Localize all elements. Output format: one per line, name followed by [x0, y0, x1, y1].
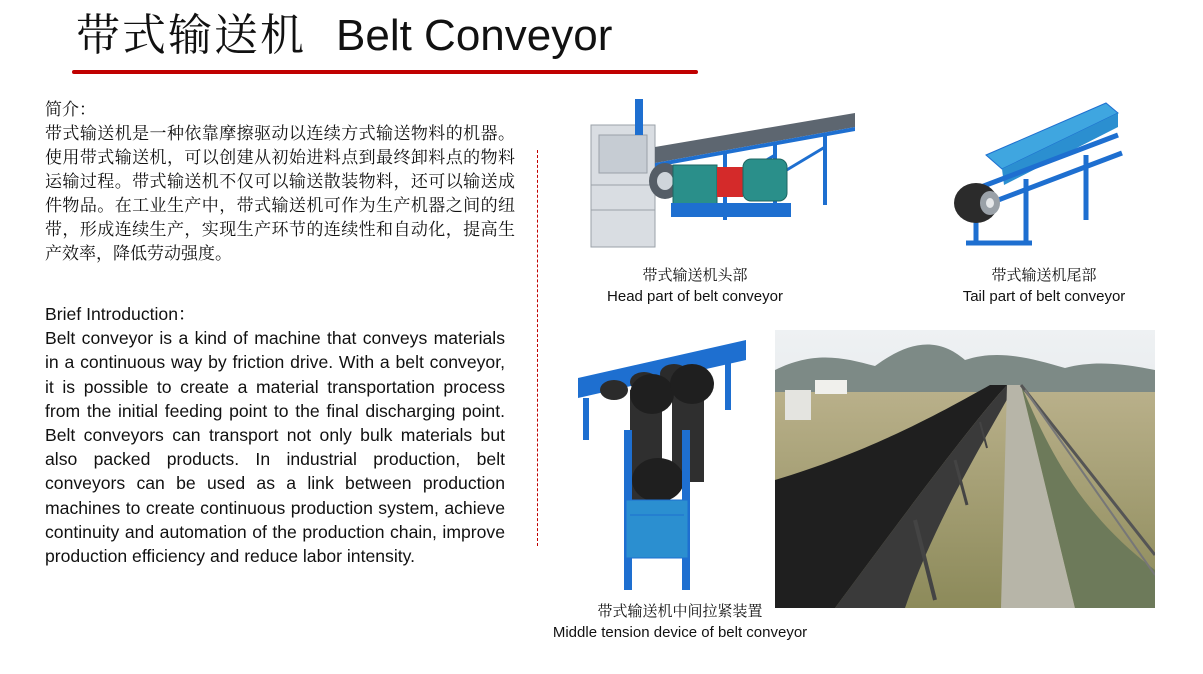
title-chinese: 带式输送机: [76, 10, 306, 61]
caption-tension: [530, 601, 830, 643]
field-conveyor-photo: [775, 330, 1155, 608]
intro-english: [45, 302, 505, 568]
title-english: Belt Conveyor: [336, 11, 613, 60]
intro-chinese-body: 带式输送机是一种依靠摩擦驱动以连续方式输送物料的机器。使用带式输送机，可以创建从初始进料点到最终卸料点的物料运输过程。带式输送机不仅可以输送散装物料，还可以输送成件物品。在工业生产中，带式输送机可作为生产机器之间的纽带，形成连续生产，实现生产环节的连续性和自动化，提高生产效率，降低劳动强度。: [45, 124, 515, 264]
caption-head-zh: 带式输送机头部: [642, 266, 748, 284]
section-divider: [537, 150, 538, 546]
intro-chinese-heading: 简介：: [45, 100, 96, 120]
conveyor-tail-image: [946, 95, 1126, 250]
caption-head: [585, 265, 805, 307]
intro-chinese: [45, 98, 515, 266]
caption-head-en: Head part of belt conveyor: [607, 288, 783, 305]
caption-tail-zh: 带式输送机尾部: [991, 266, 1097, 284]
caption-tail: [944, 265, 1144, 307]
intro-english-body: Belt conveyor is a kind of machine that conveys materials in a continuous way by friction drive. With a belt conveyor, it is possible to create a material transportation process from the initial feeding point to the final discharging point. Belt conveyors can transport not only bulk materials but also packed products. In industrial production, belt conveyors can be used as a link between production machines to create continuous production system, achieve continuity and automation of the production chain, improve production efficiency and reduce labor intensity.: [45, 328, 505, 567]
conveyor-head-drive-image: [585, 95, 857, 255]
caption-tail-en: Tail part of belt conveyor: [962, 288, 1126, 305]
title-underline: [72, 70, 698, 74]
intro-english-heading: Brief Introduction：: [45, 304, 196, 324]
conveyor-tension-device-image: [578, 330, 746, 598]
caption-tension-en: Middle tension device of belt conveyor: [552, 624, 808, 641]
caption-tension-zh: 带式输送机中间拉紧装置: [597, 602, 763, 620]
page-title: [76, 6, 612, 66]
